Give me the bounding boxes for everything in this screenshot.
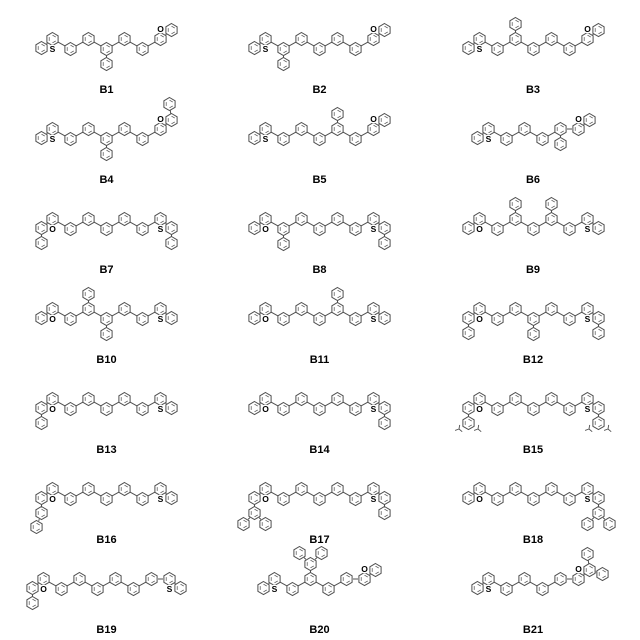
heteroatom-label-O: O [157, 114, 164, 124]
molecule-structure-B11 [249, 288, 390, 326]
molecule-card-B19 [0, 546, 213, 636]
heteroatom-label-O: O [370, 24, 377, 34]
molecule-structure-B2 [249, 24, 390, 71]
molecule-card-B3 [426, 6, 640, 96]
molecule-structure-B1 [36, 24, 177, 71]
molecule-card-B11 [213, 276, 426, 366]
molecule-label: B5 [312, 174, 327, 186]
molecule-drawing-B6 [431, 96, 636, 174]
molecule-label: B18 [522, 534, 544, 546]
heteroatom-label-S: S [370, 404, 377, 414]
molecule-structure-B19 [27, 573, 186, 610]
molecule-drawing-B15 [431, 366, 636, 444]
molecule-drawing-B18 [431, 456, 636, 534]
heteroatom-label-S: S [584, 224, 590, 234]
molecule-card-B9 [426, 186, 640, 276]
molecule-card-B6 [426, 96, 640, 186]
molecule-structure-B9 [462, 198, 603, 236]
molecule-structure-B13 [36, 393, 177, 430]
heteroatom-label-S: S [49, 134, 56, 144]
heteroatom-label-O: O [583, 24, 591, 34]
heteroatom-label-O: O [40, 584, 47, 594]
molecule-structure-B16 [31, 483, 177, 534]
heteroatom-label-O: O [475, 404, 483, 414]
molecule-drawing-B16 [4, 456, 209, 534]
heteroatom-label-O: O [49, 314, 56, 324]
molecule-card-B15 [426, 366, 640, 456]
heteroatom-label-S: S [485, 584, 491, 594]
heteroatom-label-O: O [475, 314, 483, 324]
molecule-drawing-B17 [217, 456, 422, 534]
heteroatom-label-O: O [49, 224, 56, 234]
molecule-structure-B5 [249, 108, 390, 146]
molecule-label: B10 [96, 354, 117, 366]
heteroatom-label-S: S [166, 584, 173, 594]
molecule-card-B18 [426, 456, 640, 546]
heteroatom-label-S: S [262, 134, 269, 144]
heteroatom-label-S: S [262, 44, 269, 54]
molecule-card-B7 [0, 186, 213, 276]
molecule-card-B1 [0, 6, 213, 96]
molecule-drawing-B3 [431, 6, 636, 84]
molecule-structure-B4 [36, 98, 177, 161]
molecule-card-B16 [0, 456, 213, 546]
heteroatom-label-S: S [157, 314, 164, 324]
molecule-label: B13 [96, 444, 117, 456]
molecule-drawing-B11 [217, 276, 422, 354]
molecule-structure-B12 [462, 303, 603, 341]
molecule-label: B17 [309, 534, 330, 546]
molecule-label: B1 [99, 84, 114, 96]
heteroatom-label-S: S [271, 584, 278, 594]
molecule-card-B5 [213, 96, 426, 186]
molecule-label: B4 [99, 174, 114, 186]
heteroatom-label-O: O [157, 24, 164, 34]
molecule-label: B8 [312, 264, 327, 276]
molecule-drawing-B4 [4, 96, 209, 174]
molecule-structure-B7 [36, 213, 177, 250]
molecule-drawing-B12 [431, 276, 636, 354]
molecule-card-B8 [213, 186, 426, 276]
molecule-drawing-B21 [431, 546, 636, 624]
heteroatom-label-S: S [157, 224, 164, 234]
molecule-structure-B14 [249, 393, 390, 430]
heteroatom-label-O: O [361, 564, 368, 574]
heteroatom-label-O: O [262, 494, 269, 504]
molecule-label: B12 [522, 354, 544, 366]
molecule-label: B14 [309, 444, 330, 456]
molecule-label: B16 [96, 534, 117, 546]
molecule-card-B4 [0, 96, 213, 186]
heteroatom-label-O: O [475, 494, 483, 504]
heteroatom-label-S: S [485, 134, 491, 144]
heteroatom-label-O: O [370, 114, 377, 124]
heteroatom-label-S: S [584, 314, 590, 324]
heteroatom-label-O: O [262, 404, 269, 414]
molecule-card-B17 [213, 456, 426, 546]
heteroatom-label-O: O [49, 494, 56, 504]
molecule-drawing-B14 [217, 366, 422, 444]
heteroatom-label-O: O [475, 224, 483, 234]
molecule-drawing-B8 [217, 186, 422, 264]
molecule-drawing-B5 [217, 96, 422, 174]
heteroatom-label-O: O [49, 404, 56, 414]
molecule-grid [0, 6, 640, 636]
molecule-structure-B15 [455, 393, 611, 432]
molecule-label: B2 [312, 84, 327, 96]
molecule-card-B14 [213, 366, 426, 456]
molecule-label: B11 [309, 354, 330, 366]
molecule-card-B2 [213, 6, 426, 96]
molecule-label: B21 [522, 624, 544, 636]
molecule-structure-B3 [462, 18, 603, 56]
heteroatom-label-S: S [157, 404, 164, 414]
molecule-label: B7 [99, 264, 114, 276]
heteroatom-label-S: S [370, 314, 377, 324]
molecule-structure-B10 [36, 288, 177, 341]
heteroatom-label-S: S [157, 494, 164, 504]
molecule-structure-B18 [462, 483, 614, 531]
heteroatom-label-S: S [370, 224, 377, 234]
molecule-structure-B21 [471, 548, 607, 596]
heteroatom-label-O: O [574, 564, 582, 574]
molecule-structure-B17 [238, 483, 390, 531]
molecule-drawing-B20 [217, 546, 422, 624]
molecule-drawing-B1 [4, 6, 209, 84]
molecule-drawing-B2 [217, 6, 422, 84]
molecule-card-B13 [0, 366, 213, 456]
molecule-card-B10 [0, 276, 213, 366]
heteroatom-label-S: S [49, 44, 56, 54]
molecule-label: B6 [525, 174, 541, 186]
molecule-label: B20 [309, 624, 330, 636]
molecule-label: B3 [525, 84, 541, 96]
molecule-drawing-B9 [431, 186, 636, 264]
molecule-drawing-B19 [4, 546, 209, 624]
molecule-label: B19 [96, 624, 117, 636]
molecule-structure-B8 [249, 213, 390, 251]
molecule-label: B9 [525, 264, 541, 276]
heteroatom-label-S: S [370, 494, 377, 504]
heteroatom-label-S: S [584, 494, 590, 504]
heteroatom-label-O: O [262, 314, 269, 324]
heteroatom-label-S: S [476, 44, 482, 54]
molecule-structure-B6 [471, 114, 594, 151]
molecule-drawing-B7 [4, 186, 209, 264]
heteroatom-label-O: O [262, 224, 269, 234]
molecule-label: B15 [522, 444, 544, 456]
molecule-card-B12 [426, 276, 640, 366]
molecule-drawing-B13 [4, 366, 209, 444]
molecule-card-B21 [426, 546, 640, 636]
molecule-structure-B20 [258, 547, 381, 596]
molecule-card-B20 [213, 546, 426, 636]
heteroatom-label-O: O [574, 114, 582, 124]
heteroatom-label-S: S [584, 404, 590, 414]
molecule-drawing-B10 [4, 276, 209, 354]
